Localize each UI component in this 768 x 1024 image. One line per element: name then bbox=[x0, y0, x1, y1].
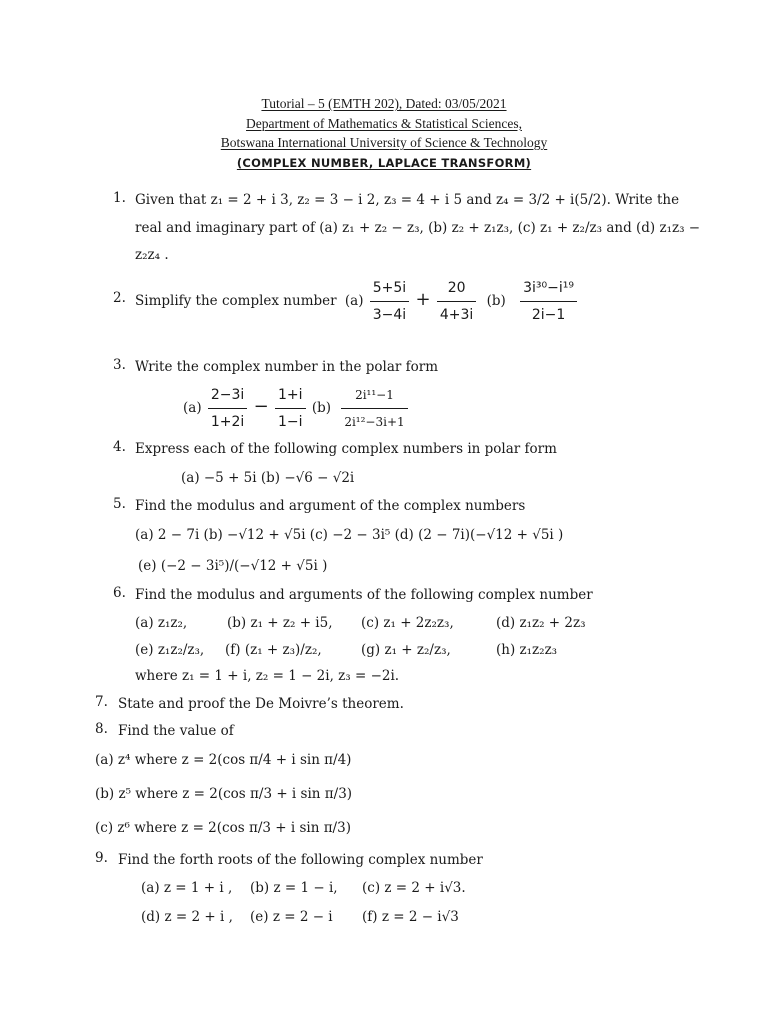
q6-part-e: (e) z₁z₂/z₃, bbox=[135, 642, 205, 658]
q4-parts: (a) −5 + 5i (b) −√6 − √2i bbox=[181, 470, 355, 486]
q7-text: State and proof the De Moivre’s theorem. bbox=[118, 696, 404, 712]
q9-part-e: (e) z = 2 − i bbox=[250, 909, 333, 925]
q4-number: 4. bbox=[113, 439, 126, 455]
header-department: Department of Mathematics & Statistical Sciences, bbox=[246, 115, 522, 131]
q3-fraction-3 bbox=[341, 384, 407, 433]
q9-number: 9. bbox=[95, 850, 108, 866]
q2-plus-sign: + bbox=[415, 289, 431, 310]
q3-minus-sign: − bbox=[253, 396, 269, 417]
q2-fraction-2 bbox=[437, 277, 476, 326]
q2-fraction-3-numerator: 3i³⁰−i¹⁹ bbox=[520, 277, 577, 302]
q6-part-h: (h) z₁z₂z₃ bbox=[496, 642, 558, 658]
q6-part-c: (c) z₁ + 2z₂z₃, bbox=[361, 615, 454, 631]
q3-fraction-3-numerator: 2i¹¹−1 bbox=[341, 384, 407, 409]
q5-number: 5. bbox=[113, 496, 126, 512]
q3-fraction-1 bbox=[208, 384, 247, 433]
q9-text: Find the forth roots of the following complex number bbox=[118, 852, 483, 868]
q2-part-b-label: (b) bbox=[486, 293, 506, 309]
q8-part-b: (b) z⁵ where z = 2(cos π/3 + i sin π/3) bbox=[95, 786, 353, 802]
q1-line1: Given that z₁ = 2 + i 3, z₂ = 3 − i 2, z₃ = 4 + i 5 and z₄ = 3/2 + i(5/2). Write the bbox=[135, 192, 680, 208]
q2-fraction-3 bbox=[520, 277, 577, 326]
q6-text: Find the modulus and arguments of the following complex number bbox=[135, 587, 593, 603]
q3-number: 3. bbox=[113, 357, 126, 373]
q6-number: 6. bbox=[113, 585, 126, 601]
q3-text: Write the complex number in the polar form bbox=[135, 359, 439, 375]
q9-part-c: (c) z = 2 + i√3. bbox=[362, 880, 466, 896]
q9-part-b: (b) z = 1 − i, bbox=[250, 880, 338, 896]
q2-number: 2. bbox=[113, 290, 126, 306]
q3-fraction-3-denominator: 2i¹²−3i+1 bbox=[344, 415, 405, 429]
q2-fraction-1 bbox=[370, 277, 409, 326]
q5-text: Find the modulus and argument of the complex numbers bbox=[135, 498, 526, 514]
q9-part-f: (f) z = 2 − i√3 bbox=[362, 909, 459, 925]
q8-number: 8. bbox=[95, 721, 108, 737]
header-topic: (COMPLEX NUMBER, LAPLACE TRANSFORM) bbox=[236, 155, 532, 170]
q1-line3: z₂z₄ . bbox=[135, 247, 169, 263]
q3-fraction-1-denominator: 1+2i bbox=[210, 414, 245, 430]
q7-number: 7. bbox=[95, 694, 108, 710]
q2-fraction-1-denominator: 3−4i bbox=[372, 307, 407, 323]
header-university: Botswana International University of Science & Technology bbox=[220, 135, 548, 150]
q3-part-b-label: (b) bbox=[311, 400, 332, 416]
q5-line2: (e) (−2 − 3i⁵)/(−√12 + √5i ) bbox=[138, 558, 328, 574]
q3-part-a-label: (a) bbox=[183, 400, 202, 416]
q6-where: where z₁ = 1 + i, z₂ = 1 − 2i, z₃ = −2i. bbox=[135, 668, 400, 684]
header-title: Tutorial – 5 (EMTH 202), Dated: 03/05/2021 bbox=[261, 96, 507, 111]
q6-part-b: (b) z₁ + z₂ + i5, bbox=[227, 615, 333, 631]
q3-fraction-2 bbox=[275, 384, 306, 433]
document-header bbox=[0, 94, 768, 173]
q8-part-a: (a) z⁴ where z = 2(cos π/4 + i sin π/4) bbox=[95, 752, 352, 768]
q2-expression bbox=[135, 277, 579, 326]
q9-part-d: (d) z = 2 + i , bbox=[141, 909, 233, 925]
q8-part-c: (c) z⁶ where z = 2(cos π/3 + i sin π/3) bbox=[95, 820, 351, 836]
q1-line2: real and imaginary part of (a) z₁ + z₂ − z₃, (b) z₂ + z₁z₃, (c) z₁ + z₂/z₃ and (d) z₁z₃ − bbox=[135, 220, 701, 236]
q6-part-g: (g) z₁ + z₂/z₃, bbox=[361, 642, 451, 658]
q3-expression bbox=[183, 384, 410, 433]
q2-fraction-2-numerator: 20 bbox=[437, 277, 476, 302]
q3-fraction-2-denominator: 1−i bbox=[278, 414, 303, 430]
q6-part-d: (d) z₁z₂ + 2z₃ bbox=[496, 615, 586, 631]
q9-part-a: (a) z = 1 + i , bbox=[141, 880, 233, 896]
q2-fraction-3-denominator: 2i−1 bbox=[531, 307, 566, 323]
q5-line1: (a) 2 − 7i (b) −√12 + √5i (c) −2 − 3i⁵ (d) (2 − 7i)(−√12 + √5i ) bbox=[135, 527, 564, 543]
q6-part-f: (f) (z₁ + z₃)/z₂, bbox=[225, 642, 322, 658]
q2-fraction-1-numerator: 5+5i bbox=[370, 277, 409, 302]
q3-fraction-2-numerator: 1+i bbox=[275, 384, 306, 409]
q2-part-a-label: (a) bbox=[344, 293, 364, 309]
q3-fraction-1-numerator: 2−3i bbox=[208, 384, 247, 409]
q6-part-a: (a) z₁z₂, bbox=[135, 615, 188, 631]
q1-number: 1. bbox=[113, 190, 126, 206]
q8-text: Find the value of bbox=[118, 723, 234, 739]
q4-text: Express each of the following complex numbers in polar form bbox=[135, 441, 557, 457]
q2-text: Simplify the complex number bbox=[135, 293, 337, 309]
q2-fraction-2-denominator: 4+3i bbox=[439, 307, 474, 323]
